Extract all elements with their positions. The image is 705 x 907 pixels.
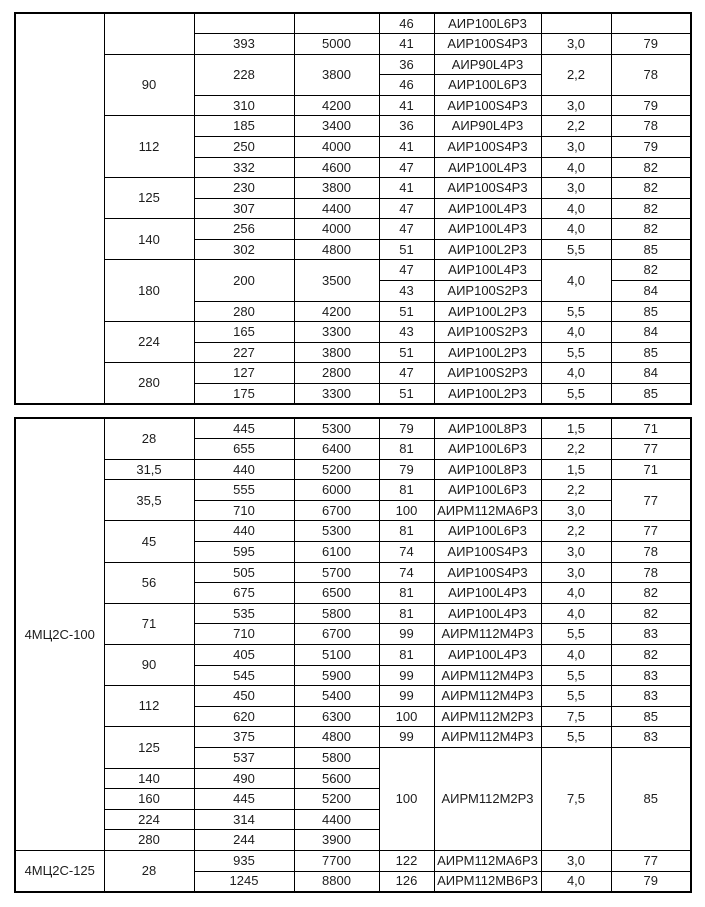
table-cell: 85	[611, 748, 691, 851]
table-cell: 5200	[294, 459, 379, 480]
table-cell: 41	[379, 136, 434, 157]
table-cell: 2,2	[541, 116, 611, 137]
table-cell: 51	[379, 342, 434, 363]
table-cell: 127	[194, 363, 294, 384]
table-cell: 4800	[294, 727, 379, 748]
table-cell: 244	[194, 830, 294, 851]
table-cell: 5,5	[541, 342, 611, 363]
table-cell: 71	[611, 418, 691, 439]
group-cell: 90	[104, 645, 194, 686]
table-cell: 126	[379, 871, 434, 892]
table-cell: 302	[194, 239, 294, 260]
table-cell: 81	[379, 603, 434, 624]
table-cell: 6100	[294, 542, 379, 563]
table-cell: 545	[194, 665, 294, 686]
table-row	[15, 645, 691, 666]
table-cell: 4,0	[541, 260, 611, 301]
table-cell: 445	[194, 418, 294, 439]
table-cell: 310	[194, 95, 294, 116]
table-cell: 185	[194, 116, 294, 137]
group-cell: 280	[104, 830, 194, 851]
table-row	[15, 418, 691, 439]
table-cell: 83	[611, 624, 691, 645]
table-cell: 71	[611, 459, 691, 480]
table-cell: АИР100L4Р3	[434, 260, 541, 281]
table-cell: 5300	[294, 521, 379, 542]
table-cell: АИР100S4Р3	[434, 34, 541, 55]
table-cell: 490	[194, 768, 294, 789]
table-cell: 81	[379, 480, 434, 501]
table-cell: 100	[379, 500, 434, 521]
table-cell: АИРМ112М4Р3	[434, 665, 541, 686]
group-cell: 125	[104, 178, 194, 219]
table-cell: 6700	[294, 624, 379, 645]
table-cell: 51	[379, 301, 434, 322]
table-cell: 5400	[294, 686, 379, 707]
table-cell: 79	[611, 95, 691, 116]
table-cell: 99	[379, 727, 434, 748]
table-row	[15, 850, 691, 871]
table-cell: АИРМ112М2Р3	[434, 706, 541, 727]
table-cell: 51	[379, 383, 434, 404]
group-cell: 45	[104, 521, 194, 562]
table-cell: 165	[194, 322, 294, 343]
table-cell: 84	[611, 363, 691, 384]
table-cell: 74	[379, 542, 434, 563]
table-cell: 595	[194, 542, 294, 563]
table-cell: АИРМ112М4Р3	[434, 624, 541, 645]
table-row	[15, 727, 691, 748]
table-cell: 43	[379, 322, 434, 343]
table-cell	[611, 13, 691, 34]
table-cell: АИРМ112М4Р3	[434, 686, 541, 707]
table-cell: 3,0	[541, 850, 611, 871]
lower-table-body	[15, 418, 691, 892]
table-cell: 332	[194, 157, 294, 178]
table-row	[15, 54, 691, 75]
table-cell: 4,0	[541, 219, 611, 240]
table-cell: 82	[611, 198, 691, 219]
table-cell: 537	[194, 748, 294, 769]
table-cell: 7,5	[541, 748, 611, 851]
table-cell: 4800	[294, 239, 379, 260]
table-cell: 228	[194, 54, 294, 95]
table-cell: 6500	[294, 583, 379, 604]
table-cell: 36	[379, 54, 434, 75]
table-cell: 6300	[294, 706, 379, 727]
table-cell: 675	[194, 583, 294, 604]
table-cell: 99	[379, 624, 434, 645]
table-cell: АИР100L4Р3	[434, 645, 541, 666]
group-cell: 180	[104, 260, 194, 322]
model-cell	[15, 13, 104, 404]
table-cell: 4,0	[541, 322, 611, 343]
table-cell: 46	[379, 13, 434, 34]
table-cell: 5,5	[541, 686, 611, 707]
table-cell: АИР100S2Р3	[434, 363, 541, 384]
table-cell: 6400	[294, 439, 379, 460]
table-cell: АИР100L2Р3	[434, 383, 541, 404]
table-cell: 77	[611, 521, 691, 542]
table-cell: 83	[611, 665, 691, 686]
group-cell: 224	[104, 322, 194, 363]
table-cell: 4,0	[541, 583, 611, 604]
table-cell: 3300	[294, 322, 379, 343]
table-cell: 5,5	[541, 624, 611, 645]
table-cell: 393	[194, 34, 294, 55]
table-cell: 710	[194, 624, 294, 645]
table-cell: 78	[611, 116, 691, 137]
table-cell	[194, 13, 294, 34]
table-row	[15, 363, 691, 384]
table-cell: 710	[194, 500, 294, 521]
group-cell: 140	[104, 768, 194, 789]
motor-spec-table-lower	[14, 417, 692, 893]
table-cell: 3900	[294, 830, 379, 851]
table-cell: 4000	[294, 219, 379, 240]
table-cell: АИР100S4Р3	[434, 542, 541, 563]
table-cell: 256	[194, 219, 294, 240]
table-cell: 3,0	[541, 178, 611, 199]
table-cell: 1245	[194, 871, 294, 892]
group-cell: 224	[104, 809, 194, 830]
table-cell: 82	[611, 178, 691, 199]
table-row	[15, 562, 691, 583]
table-cell: 43	[379, 281, 434, 302]
table-cell: АИР90L4Р3	[434, 54, 541, 75]
table-cell: 78	[611, 562, 691, 583]
table-cell: 84	[611, 281, 691, 302]
table-cell: АИР100L4Р3	[434, 157, 541, 178]
table-cell: АИР100S4Р3	[434, 562, 541, 583]
table-cell: 78	[611, 542, 691, 563]
table-cell: 280	[194, 301, 294, 322]
table-cell: 8800	[294, 871, 379, 892]
table-cell: 4200	[294, 301, 379, 322]
table-row	[15, 322, 691, 343]
table-cell: 85	[611, 301, 691, 322]
table-cell: 41	[379, 95, 434, 116]
table-cell: 5800	[294, 748, 379, 769]
group-cell: 56	[104, 562, 194, 603]
table-cell: 47	[379, 157, 434, 178]
table-cell: 83	[611, 686, 691, 707]
table-cell: 375	[194, 727, 294, 748]
table-cell: АИР100L4Р3	[434, 219, 541, 240]
table-cell: 4,0	[541, 871, 611, 892]
table-row	[15, 480, 691, 501]
table-cell: 85	[611, 383, 691, 404]
table-cell: 2,2	[541, 480, 611, 501]
table-row	[15, 260, 691, 281]
table-cell: 440	[194, 459, 294, 480]
table-cell: 77	[611, 480, 691, 521]
table-cell: 3500	[294, 260, 379, 301]
table-row	[15, 178, 691, 199]
table-cell: 307	[194, 198, 294, 219]
table-cell: 227	[194, 342, 294, 363]
table-cell: 5800	[294, 603, 379, 624]
table-cell: 5000	[294, 34, 379, 55]
table-cell: 51	[379, 239, 434, 260]
table-cell: 3,0	[541, 542, 611, 563]
group-cell: 90	[104, 54, 194, 116]
table-cell: 77	[611, 850, 691, 871]
table-cell: 85	[611, 706, 691, 727]
group-cell: 31,5	[104, 459, 194, 480]
table-cell: 83	[611, 727, 691, 748]
table-cell: АИРМ112М2Р3	[434, 748, 541, 851]
table-cell: 3,0	[541, 136, 611, 157]
table-cell: АИР100S2Р3	[434, 322, 541, 343]
model-cell: 4МЦ2С-100	[15, 418, 104, 850]
table-cell: 4,0	[541, 157, 611, 178]
table-cell: 85	[611, 239, 691, 260]
table-cell: 85	[611, 342, 691, 363]
table-cell: 47	[379, 363, 434, 384]
table-cell: 47	[379, 219, 434, 240]
table-cell: 935	[194, 850, 294, 871]
table-cell: 3,0	[541, 500, 611, 521]
table-cell: 620	[194, 706, 294, 727]
table-row	[15, 459, 691, 480]
table-cell: 4,0	[541, 363, 611, 384]
table-cell: 2,2	[541, 521, 611, 542]
table-cell: 41	[379, 34, 434, 55]
table-cell: АИРМ112МВ6Р3	[434, 871, 541, 892]
model-cell: 4МЦ2С-125	[15, 850, 104, 892]
table-cell: 5900	[294, 665, 379, 686]
table-cell: АИР100S4Р3	[434, 136, 541, 157]
table-cell: 36	[379, 116, 434, 137]
table-cell: 3800	[294, 342, 379, 363]
table-cell: 555	[194, 480, 294, 501]
group-cell: 280	[104, 363, 194, 404]
table-cell: АИР100L2Р3	[434, 239, 541, 260]
table-cell: 5200	[294, 789, 379, 810]
table-cell: 82	[611, 645, 691, 666]
table-cell: АИР100L4Р3	[434, 583, 541, 604]
table-cell: АИР100L2Р3	[434, 342, 541, 363]
table-cell: АИР100L6Р3	[434, 480, 541, 501]
table-cell: 81	[379, 521, 434, 542]
table-cell: 1,5	[541, 418, 611, 439]
table-cell: 100	[379, 706, 434, 727]
table-cell	[294, 13, 379, 34]
table-cell: АИР100L4Р3	[434, 198, 541, 219]
table-row	[15, 521, 691, 542]
table-cell: 405	[194, 645, 294, 666]
table-cell: 445	[194, 789, 294, 810]
table-cell: 82	[611, 219, 691, 240]
table-cell: 175	[194, 383, 294, 404]
group-cell: 160	[104, 789, 194, 810]
table-cell: 4,0	[541, 603, 611, 624]
table-cell: АИР100L8Р3	[434, 418, 541, 439]
table-cell: 5,5	[541, 665, 611, 686]
group-cell: 71	[104, 603, 194, 644]
table-cell: 79	[379, 418, 434, 439]
table-cell: 78	[611, 54, 691, 95]
table-cell: 4600	[294, 157, 379, 178]
group-cell: 35,5	[104, 480, 194, 521]
table-cell: 3,0	[541, 34, 611, 55]
table-cell: 4400	[294, 198, 379, 219]
table-row	[15, 603, 691, 624]
table-cell: 81	[379, 439, 434, 460]
table-cell: 1,5	[541, 459, 611, 480]
table-cell: 100	[379, 748, 434, 851]
table-cell: 47	[379, 260, 434, 281]
table-row	[15, 686, 691, 707]
table-cell: 77	[611, 439, 691, 460]
table-cell: 82	[611, 157, 691, 178]
table-cell: 46	[379, 75, 434, 96]
table-cell: 6700	[294, 500, 379, 521]
table-cell: 74	[379, 562, 434, 583]
table-cell: 47	[379, 198, 434, 219]
group-cell: 112	[104, 116, 194, 178]
table-cell: 2,2	[541, 439, 611, 460]
upper-table-body	[15, 13, 691, 404]
table-cell: 5600	[294, 768, 379, 789]
table-cell: АИР100L6Р3	[434, 521, 541, 542]
table-cell: 5700	[294, 562, 379, 583]
table-cell: АИРМ112МА6Р3	[434, 500, 541, 521]
table-cell: 79	[611, 871, 691, 892]
table-cell: 250	[194, 136, 294, 157]
table-cell: 7700	[294, 850, 379, 871]
table-row	[15, 219, 691, 240]
table-cell: 79	[379, 459, 434, 480]
table-cell: 2800	[294, 363, 379, 384]
table-cell: 5300	[294, 418, 379, 439]
table-cell: АИРМ112МА6Р3	[434, 850, 541, 871]
table-cell: АИР100L6Р3	[434, 13, 541, 34]
table-cell: 81	[379, 645, 434, 666]
table-cell: 4,0	[541, 198, 611, 219]
table-cell: АИР100L4Р3	[434, 603, 541, 624]
table-cell: 3800	[294, 54, 379, 95]
table-cell: 230	[194, 178, 294, 199]
table-cell: 81	[379, 583, 434, 604]
table-cell: 535	[194, 603, 294, 624]
table-cell: 505	[194, 562, 294, 583]
table-cell: 4000	[294, 136, 379, 157]
table-cell: 7,5	[541, 706, 611, 727]
table-cell: 5,5	[541, 727, 611, 748]
table-cell: 5,5	[541, 239, 611, 260]
group-cell: 28	[104, 850, 194, 892]
table-cell: 200	[194, 260, 294, 301]
table-cell: АИР100S4Р3	[434, 95, 541, 116]
motor-spec-table-upper	[14, 12, 692, 405]
table-cell: 5,5	[541, 301, 611, 322]
table-cell: АИР100L6Р3	[434, 75, 541, 96]
table-cell: 99	[379, 686, 434, 707]
table-cell: 3,0	[541, 562, 611, 583]
table-cell: 84	[611, 322, 691, 343]
table-cell	[541, 13, 611, 34]
table-cell: 82	[611, 260, 691, 281]
table-row	[15, 116, 691, 137]
table-cell: 4,0	[541, 645, 611, 666]
table-cell: 3,0	[541, 95, 611, 116]
table-cell: 440	[194, 521, 294, 542]
table-cell: 2,2	[541, 54, 611, 95]
group-cell: 140	[104, 219, 194, 260]
table-cell: 41	[379, 178, 434, 199]
table-cell: АИР100L6Р3	[434, 439, 541, 460]
table-cell: 4200	[294, 95, 379, 116]
table-cell: АИР100L8Р3	[434, 459, 541, 480]
group-cell: 112	[104, 686, 194, 727]
table-cell: 3800	[294, 178, 379, 199]
table-cell	[104, 13, 194, 54]
table-cell: 82	[611, 603, 691, 624]
table-cell: 99	[379, 665, 434, 686]
group-cell: 28	[104, 418, 194, 459]
table-cell: АИР100L2Р3	[434, 301, 541, 322]
table-cell: 82	[611, 583, 691, 604]
table-cell: 6000	[294, 480, 379, 501]
table-cell: 5100	[294, 645, 379, 666]
table-cell: 314	[194, 809, 294, 830]
table-row	[15, 13, 691, 34]
table-cell: 122	[379, 850, 434, 871]
table-cell: 5,5	[541, 383, 611, 404]
table-cell: 4400	[294, 809, 379, 830]
table-cell: 79	[611, 136, 691, 157]
table-cell: АИР100S4Р3	[434, 178, 541, 199]
table-cell: 3300	[294, 383, 379, 404]
group-cell: 125	[104, 727, 194, 768]
table-cell: 79	[611, 34, 691, 55]
table-cell: АИР90L4Р3	[434, 116, 541, 137]
table-cell: 655	[194, 439, 294, 460]
table-cell: АИР100S2Р3	[434, 281, 541, 302]
table-cell: 3400	[294, 116, 379, 137]
table-cell: 450	[194, 686, 294, 707]
table-cell: АИРМ112М4Р3	[434, 727, 541, 748]
